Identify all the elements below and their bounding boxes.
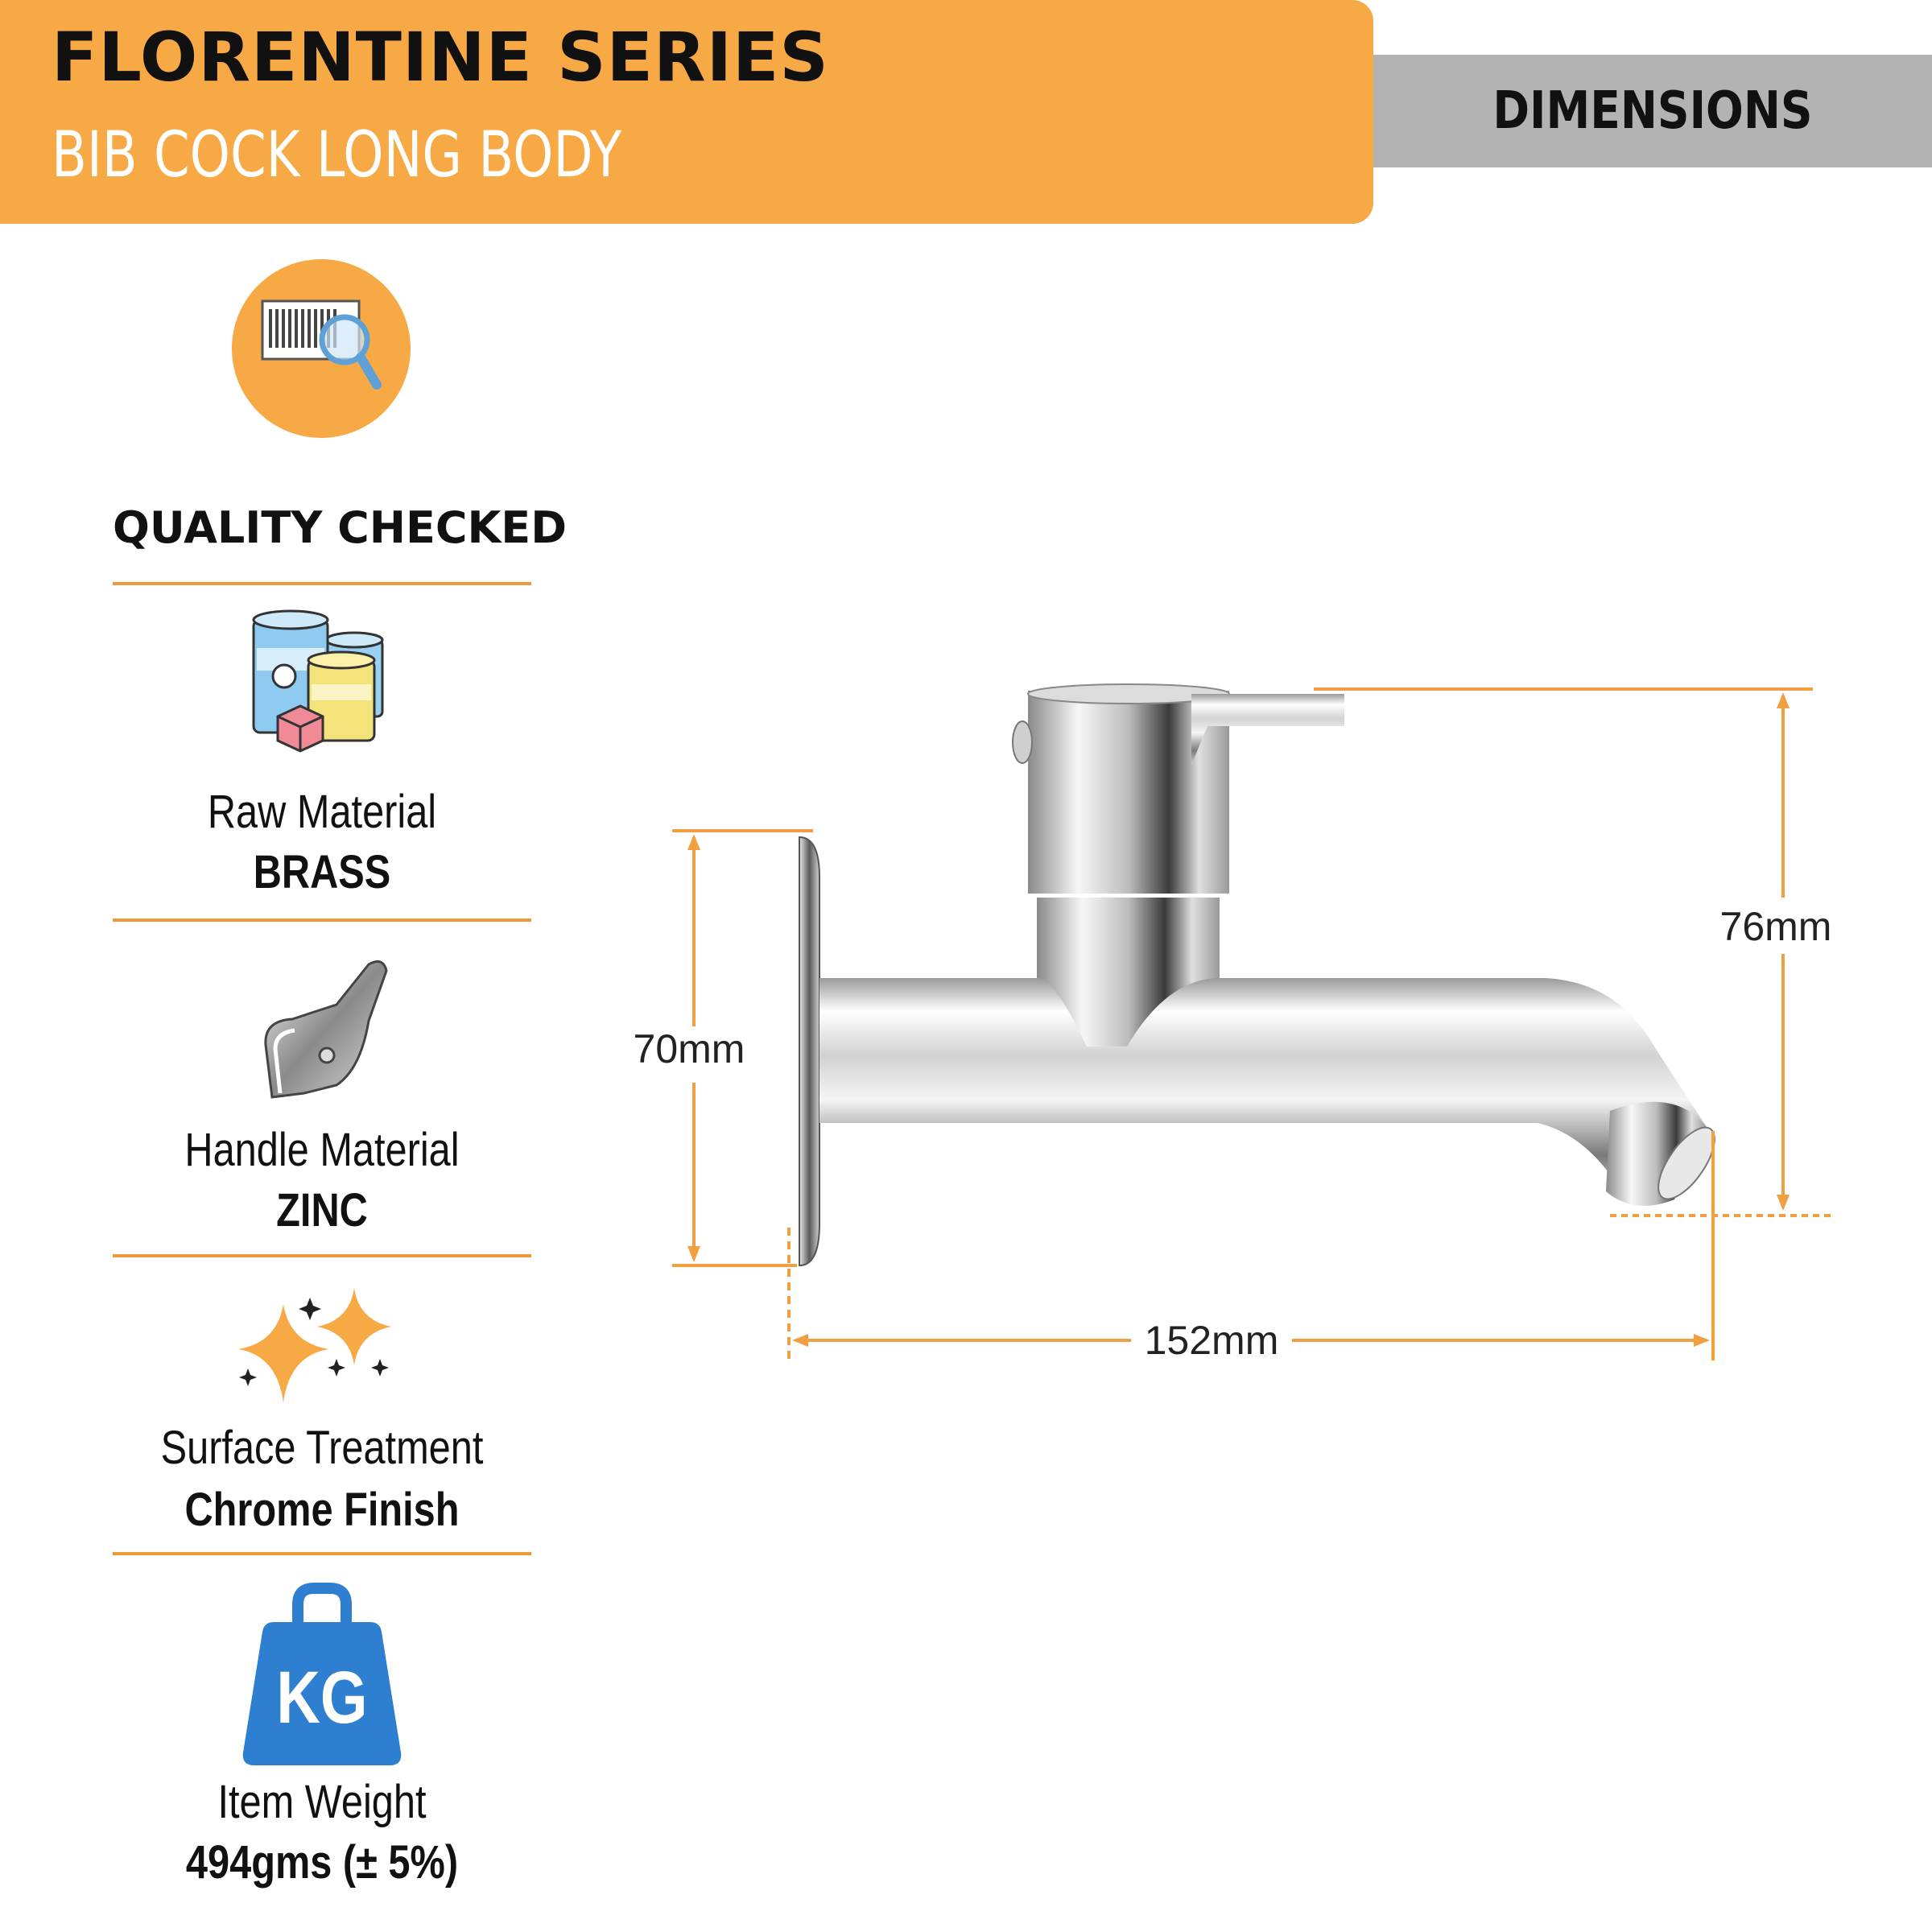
item-weight-label: Item Weight [217,1776,427,1828]
length-label: 152mm [1144,1318,1279,1363]
bib-cock-faucet [799,684,1725,1265]
flange-height-label: 70mm [633,1026,745,1071]
surface-treatment-label: Surface Treatment [160,1422,484,1474]
handle-material-label: Handle Material [184,1124,460,1176]
series-title: FLORENTINE SERIES [52,18,829,97]
overall-height-label: 76mm [1719,904,1832,949]
raw-material-value: BRASS [253,846,391,898]
surface-treatment-value: Chrome Finish [184,1484,460,1536]
item-weight-value: 494gms (± 5%) [185,1836,459,1889]
product-name: BIB COCK LONG BODY [52,119,622,192]
handle-material-value: ZINC [276,1184,368,1236]
raw-material-label: Raw Material [207,786,437,838]
weight-icon-text: KG [276,1655,368,1739]
dimensions-label: DIMENSIONS [1492,81,1813,141]
quality-checked-label: QUALITY CHECKED [113,502,568,553]
